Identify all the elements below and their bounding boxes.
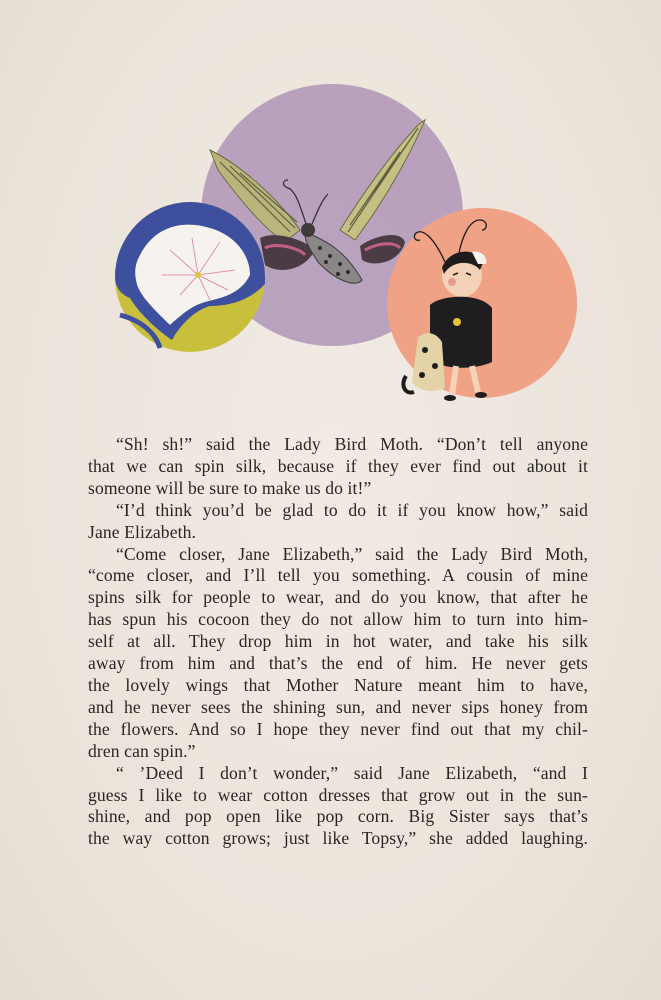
text-line: guess I like to wear cotton dresses that grow out in the sun- [88,784,588,805]
text-line: away from him and that’s the end of him. He never gets [88,653,588,674]
story-text [88,434,588,850]
flower-globe [115,202,265,352]
paragraph-2 [88,500,588,544]
text-line: “I’d think you’d be glad to do it if you know how,” said [116,499,588,520]
text-line: the flowers. And so I hope they never find out that my chil- [88,718,588,739]
text-line: the lovely wings that Mother Nature meant him to have, [88,674,588,695]
text-line: has spun his cocoon they do not allow him to turn into him- [88,609,588,630]
text-line: that we can spin silk, because if they ever find out about it [88,455,588,476]
text-line: dren can spin.” [88,740,196,761]
paragraph-4 [88,763,588,851]
text-line: spins silk for people to wear, and do you know, that after he [88,587,588,608]
text-line: and he never sees the shining sun, and never sips honey from [88,696,588,717]
text-line: someone will be sure to make us do it!” [88,477,372,498]
text-line: shine, and pop open like pop corn. Big Sister says that’s [88,806,588,827]
text-line: “come closer, and I’ll tell you something. A cousin of mine [88,565,588,586]
text-line: “Sh! sh!” said the Lady Bird Moth. “Don’t tell anyone [116,434,588,454]
text-line: self at all. They drop him in hot water, and take his silk [88,631,588,652]
paragraph-3 [88,544,588,763]
text-line: the way cotton grows; just like Topsy,” she added laughing. [88,828,588,849]
paragraph-1 [88,434,588,500]
text-line: Jane Elizabeth. [88,521,196,542]
text-line: “Come closer, Jane Elizabeth,” said the Lady Bird Moth, [116,543,588,564]
text-line: “ ’Deed I don’t wonder,” said Jane Elizabeth, “and I [116,762,588,783]
illustration [100,70,580,420]
